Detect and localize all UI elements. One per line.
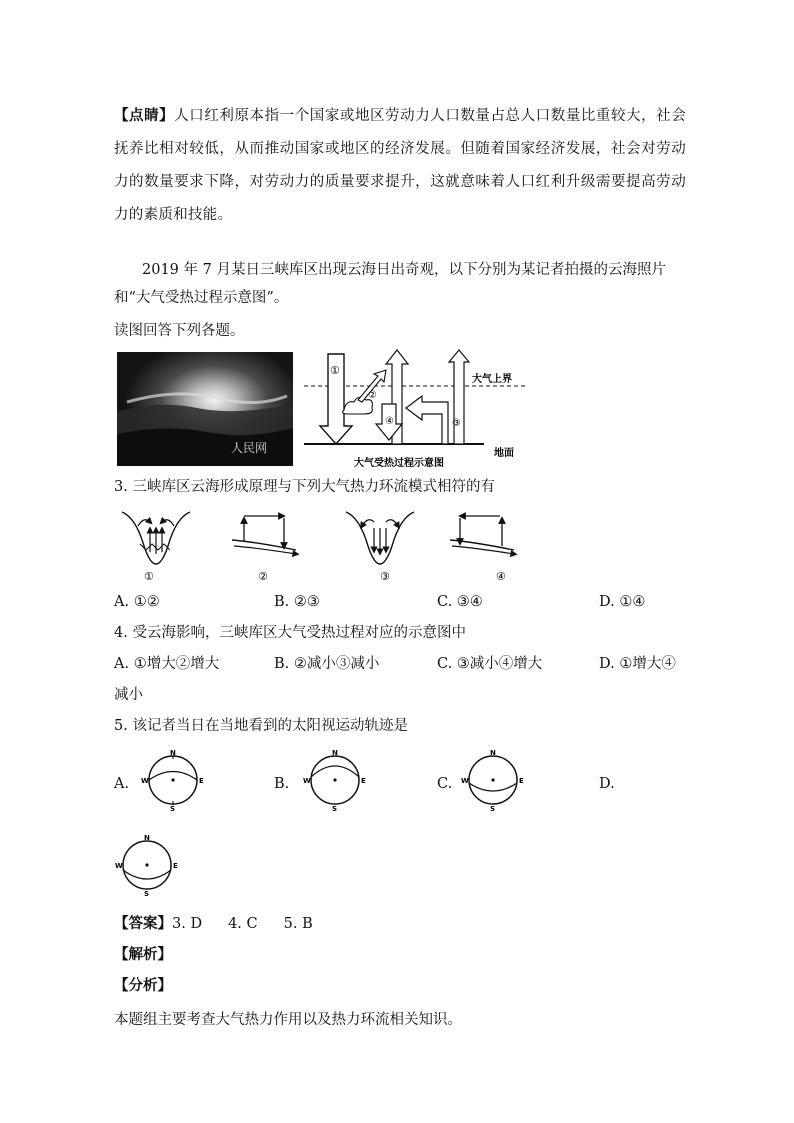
compass-n-b: N [332, 749, 338, 757]
arrow-label-3: ③ [452, 418, 461, 429]
sun-path-diagram-a[interactable] [138, 747, 208, 811]
compass-s-a: S [170, 805, 176, 811]
points-paragraph [114, 99, 686, 232]
compass-s-c: S [490, 805, 496, 811]
compass-e-a: E [199, 777, 204, 785]
compass-w-c: W [461, 777, 469, 785]
intro-text: 2019 年 7 月某日三峡库区出现云海日出奇观，以下分别为某记者拍摄的云海照片和“大气受热过程示意图”。 [114, 262, 666, 306]
analysis-subheading: 【分析】 [114, 977, 172, 994]
q3-diagram-label-1: ① [144, 570, 154, 583]
q3-option-c[interactable]: C. ③④ [437, 594, 483, 610]
q5-option-c[interactable]: C. [437, 776, 453, 792]
compass-n-d: N [144, 834, 150, 842]
sun-path-diagram-b[interactable] [300, 747, 370, 811]
sun-path-diagram-c[interactable] [458, 747, 528, 811]
arrow-label-4: ④ [385, 416, 394, 427]
valley-circulation-diagram-3 [340, 506, 420, 586]
slope-circulation-diagram-2 [226, 506, 306, 586]
slope-circulation-diagram-4 [444, 506, 524, 586]
atmosphere-heating-diagram [302, 348, 534, 472]
q3-diagram-label-4: ④ [496, 570, 506, 583]
question-intro [114, 256, 686, 312]
compass-e-b: E [361, 777, 366, 785]
q5-option-b[interactable]: B. [274, 776, 290, 792]
points-tag: 【点睛】 [114, 107, 175, 124]
sun-path-diagram-d[interactable] [112, 832, 182, 896]
points-text: 人口红利原本指一个国家或地区劳动力人口数量占总人口数量比重较大，社会抚养比相对较低，从而推动国家或地区的经济发展。但随着国家经济发展，社会对劳动力的数量要求下降，对劳动力的质量要求提升，这就意味着人口红利升级需要提高劳动力的素质和技能。 [114, 108, 687, 223]
answer-line [114, 911, 339, 937]
compass-n-c: N [490, 749, 496, 757]
arrow-label-1: ① [330, 364, 340, 377]
q4-option-b[interactable]: B. ②减小③减小 [274, 656, 380, 672]
answer-item-3: 3. D [172, 916, 203, 932]
q3-diagram-label-2: ② [258, 570, 268, 583]
compass-w-b: W [303, 777, 311, 785]
answer-tag: 【答案】 [114, 915, 172, 932]
compass-n-a: N [170, 749, 176, 757]
cloud-sea-photo [117, 352, 293, 466]
arrow-label-2: ② [368, 390, 377, 401]
analysis-text: 本题组主要考查大气热力作用以及热力环流相关知识。 [114, 1012, 462, 1028]
q5-option-a[interactable]: A. [114, 776, 130, 792]
diagram-caption: 大气受热过程示意图 [354, 458, 444, 469]
q3-option-b[interactable]: B. ②③ [274, 594, 320, 610]
compass-w-a: W [141, 777, 149, 785]
q3-option-d[interactable]: D. ①④ [599, 594, 646, 610]
q4-option-c[interactable]: C. ③减小④增大 [437, 656, 543, 672]
label-ground: 地面 [494, 448, 514, 459]
q3-stem: 3. 三峡库区云海形成原理与下列大气热力环流模式相符的有 [114, 479, 495, 495]
photo-watermark: 人民网 [231, 441, 268, 455]
q4-option-d[interactable]: D. ①增大④ [599, 656, 676, 672]
label-atmosphere-top: 大气上界 [472, 374, 512, 385]
compass-w-d: W [115, 862, 123, 870]
answer-item-4: 4. C [228, 916, 258, 932]
read-instruction: 读图回答下列各题。 [114, 323, 245, 339]
q5-stem: 5. 该记者当日在当地看到的太阳视运动轨迹是 [114, 718, 408, 734]
q4-option-a[interactable]: A. ①增大②增大 [114, 656, 220, 672]
q3-diagram-label-3: ③ [380, 570, 390, 583]
compass-e-c: E [519, 777, 524, 785]
q3-option-a[interactable]: A. ①② [114, 594, 160, 610]
compass-s-d: S [144, 890, 150, 896]
compass-s-b: S [332, 805, 338, 811]
valley-circulation-diagram-1 [116, 506, 196, 586]
q4-option-d-wrap: 减小 [114, 687, 143, 703]
answer-item-5: 5. B [283, 916, 313, 932]
q5-option-d[interactable]: D. [599, 776, 615, 792]
analysis-heading: 【解析】 [114, 946, 172, 963]
q4-stem: 4. 受云海影响，三峡库区大气受热过程对应的示意图中 [114, 625, 466, 641]
compass-e-d: E [173, 862, 178, 870]
